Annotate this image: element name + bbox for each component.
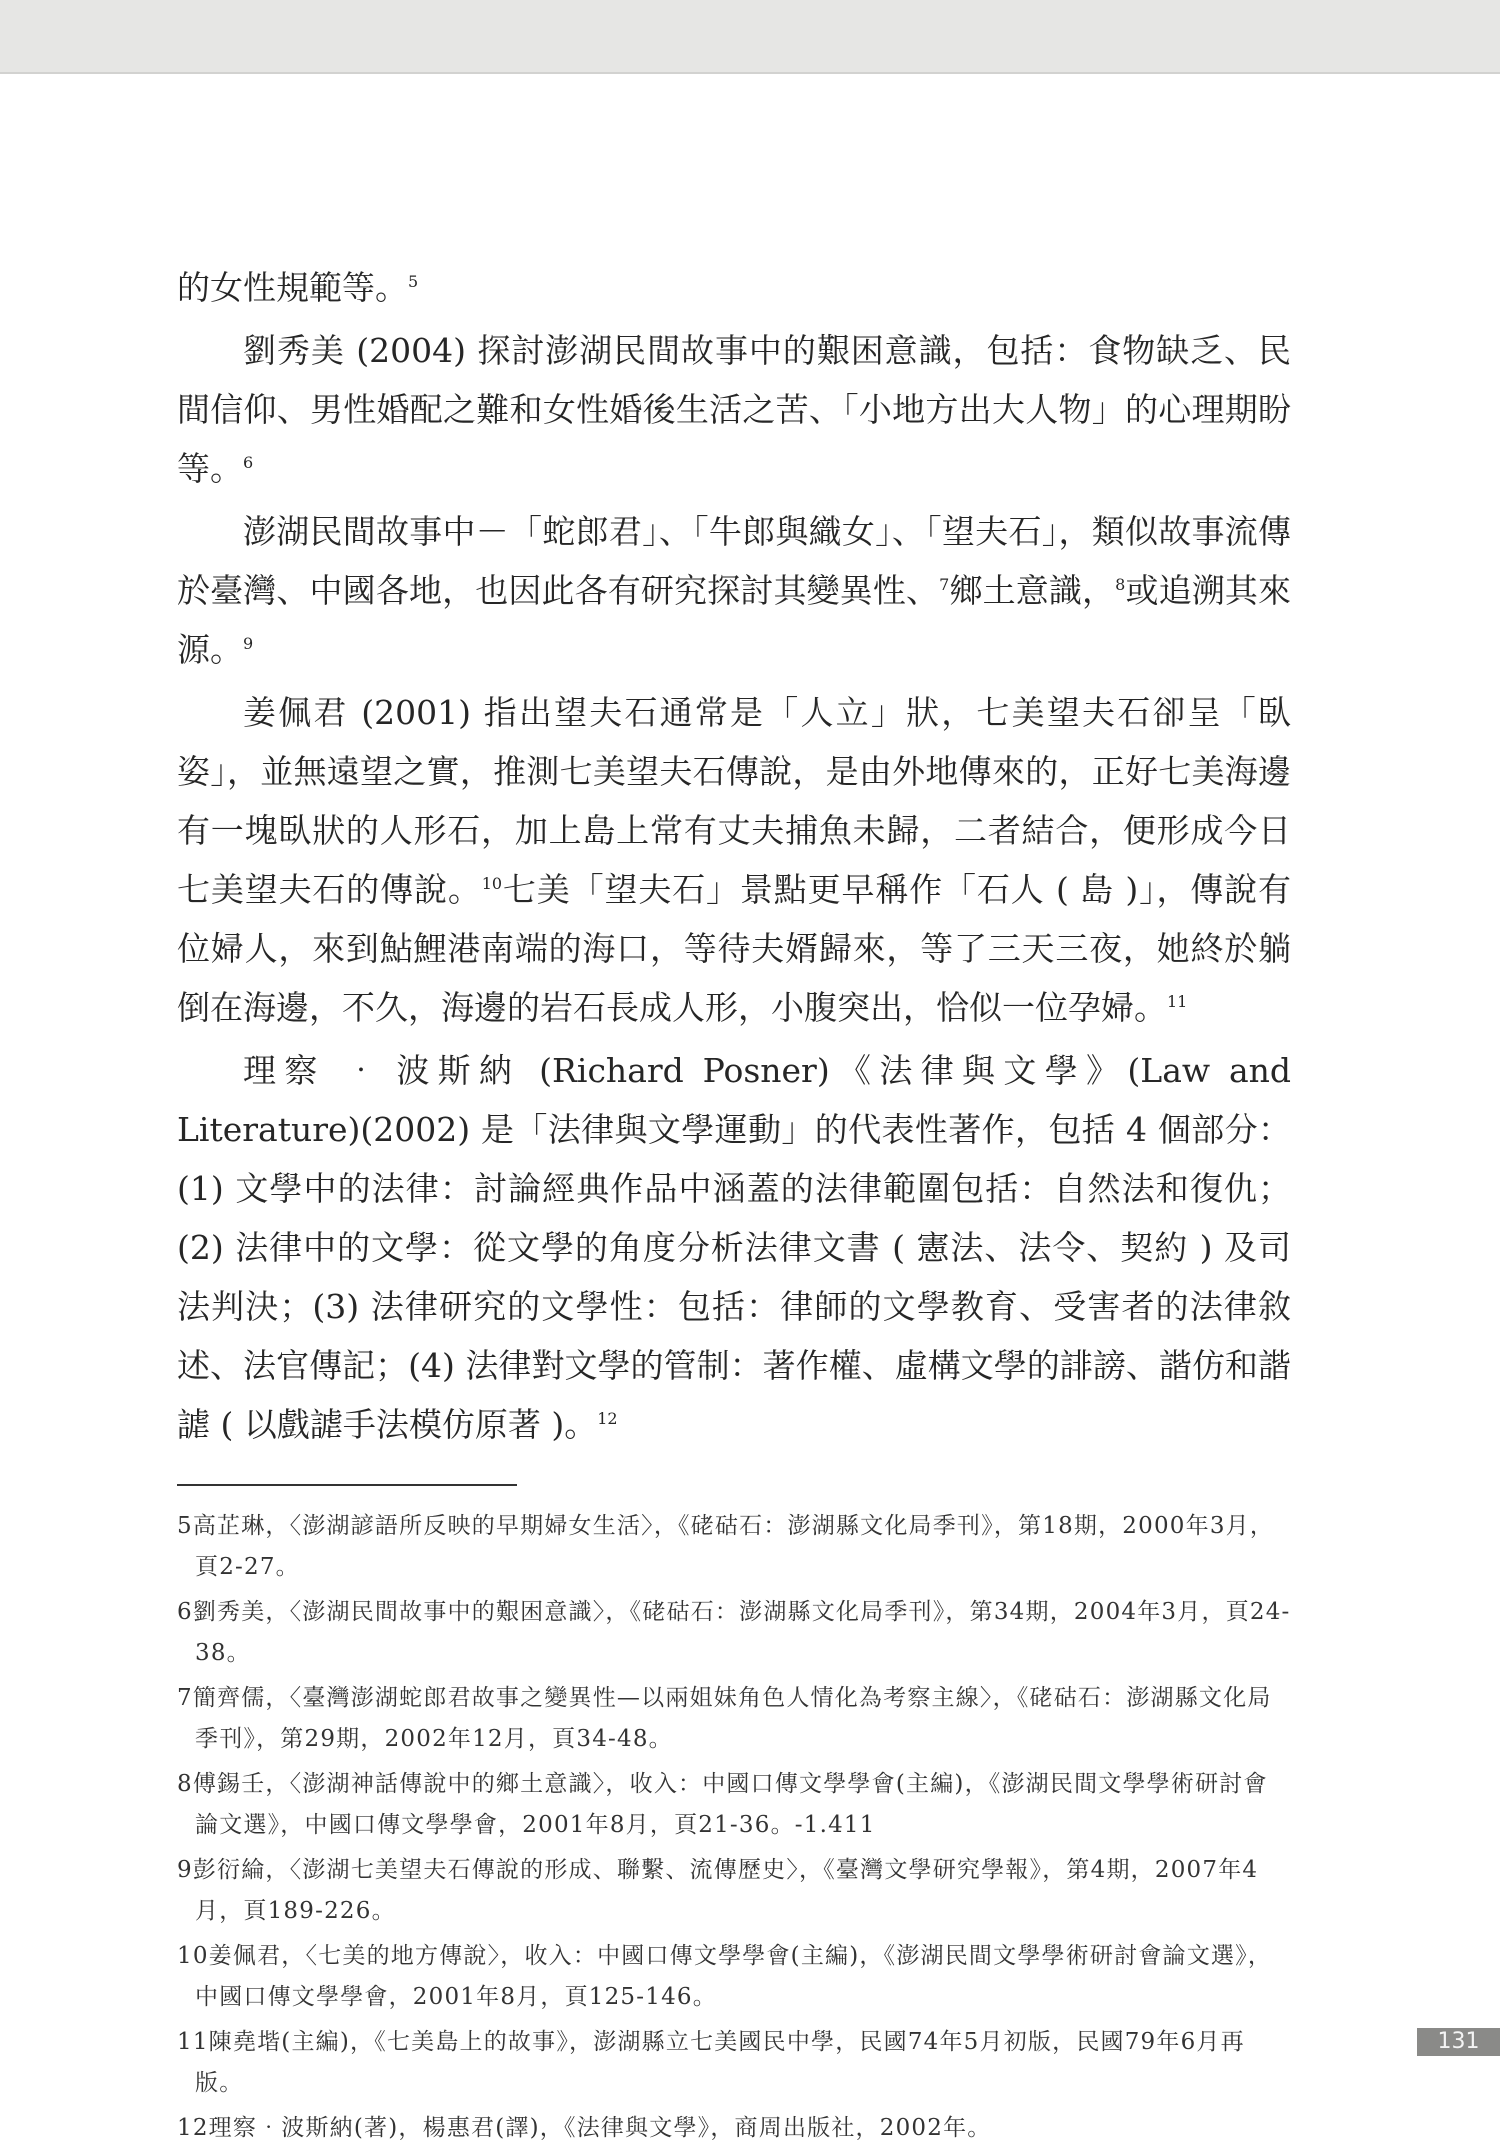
page-edge: [0, 72, 1500, 74]
footnote-10: 10姜佩君，〈七美的地方傳說〉，收入：中國口傳文學學會(主編)，《澎湖民間文學學術研討會論文選》，中國口傳文學學會，2001年8月，頁125-146。: [177, 1943, 1273, 2010]
page-number: 131: [1417, 2028, 1500, 2056]
footnote-ref-9[interactable]: 9: [243, 634, 254, 653]
footnote-7: 7簡齊儒，〈臺灣澎湖蛇郎君故事之變異性—以兩姐妹角色人情化為考察主線〉，《硓𥑮石：澎湖縣文化局季刊》，第29期，2002年12月，頁34-48。: [177, 1685, 1272, 1752]
footnote-5: 5高芷琳，〈澎湖諺語所反映的早期婦女生活〉，《硓𥑮石：澎湖縣文化局季刊》，第18期，2000年3月，頁2-27。: [177, 1513, 1275, 1580]
footnote-12: 12理察‧波斯納(著)，楊惠君(譯)，《法律與文學》，商周出版社，2002年。: [177, 2115, 992, 2141]
footnote-ref-11[interactable]: 11: [1167, 992, 1188, 1011]
footnote-ref-6[interactable]: 6: [243, 453, 254, 472]
footnote-ref-7[interactable]: 7: [939, 575, 950, 594]
footnote-ref-5[interactable]: 5: [408, 272, 419, 291]
footnote-6: 6劉秀美，〈澎湖民間故事中的艱困意識〉，《硓𥑮石：澎湖縣文化局季刊》，第34期，2004年3月，頁24-38。: [177, 1599, 1291, 1666]
paragraph-3: 澎湖民間故事中－「蛇郎君」、「牛郎與織女」、「望夫石」，類似故事流傳於臺灣、中國各地，也因此各有研究探討其變異性、$^7$鄉土意識，$^8$或追溯其來源。$^9$: [177, 512, 1292, 669]
paragraph-1: 的女性規範等。$^5$: [177, 268, 419, 307]
footnote-8: 8傅錫壬，〈澎湖神話傳說中的鄉土意識〉，收入：中國口傳文學學會(主編)，《澎湖民間文學學術研討會論文選》，中國口傳文學學會，2001年8月，頁21-36。-1.411: [177, 1771, 1268, 1838]
footnote-9: 9彭衍綸，〈澎湖七美望夫石傳說的形成、聯繫、流傳歷史〉，《臺灣文學研究學報》，第4期，2007年4月，頁189-226。: [177, 1857, 1259, 1924]
footnote-ref-12[interactable]: 12: [597, 1409, 618, 1428]
footnote-ref-8[interactable]: 8: [1115, 575, 1126, 594]
page-content: [177, 258, 1291, 2153]
footnote-ref-10[interactable]: 10: [481, 874, 503, 893]
scan-top-shadow: [0, 0, 1500, 72]
paragraph-5: 理察 ‧ 波斯納 (Richard Posner)《法律與文學》(Law and Literature)(2002) 是「法律與文學運動」的代表性著作，包括 4 個部分：(1) 文學中的法律：討論經典作品中涵蓋的法律範圍包括：自然法和復仇；(2) 法律中的文學：從文學的角度分析法律文書 ( 憲法、法令、契約 ) 及司法判決；(3) 法律研究的文學性：包括：律師的文學教育、受害者的法律敘述、法官傳記；(4) 法律對文學的管制：著作權、虛構文學的誹謗、諧仿和諧謔 ( 以戲謔手法模仿原著 )。$^{12}$: [177, 1051, 1291, 1444]
paragraph-4: 姜佩君 (2001) 指出望夫石通常是「人立」狀，七美望夫石卻呈「臥姿」，並無遠望之實，推測七美望夫石傳說，是由外地傳來的，正好七美海邊有一塊臥狀的人形石，加上島上常有丈夫捕魚未歸，二者結合，便形成今日七美望夫石的傳說。$^{10}$七美「望夫石」景點更早稱作「石人 ( 島 )」，傳說有位婦人，來到鮎鯉港南端的海口，等待夫婿歸來，等了三天三夜，她終於躺倒在海邊，不久，海邊的岩石長成人形，小腹突出，恰似一位孕婦。$^{11}$: [177, 693, 1292, 1027]
footnote-11: 11陳堯堦(主編)，《七美島上的故事》，澎湖縣立七美國民中學，民國74年5月初版，民國79年6月再版。: [177, 2029, 1245, 2096]
paragraph-2: 劉秀美 (2004) 探討澎湖民間故事中的艱困意識，包括：食物缺乏、民間信仰、男性婚配之難和女性婚後生活之苦、「小地方出大人物」的心理期盼等。$^6$: [177, 331, 1291, 488]
footnote-divider: [177, 1484, 517, 1486]
footnotes: [177, 1506, 1291, 2149]
